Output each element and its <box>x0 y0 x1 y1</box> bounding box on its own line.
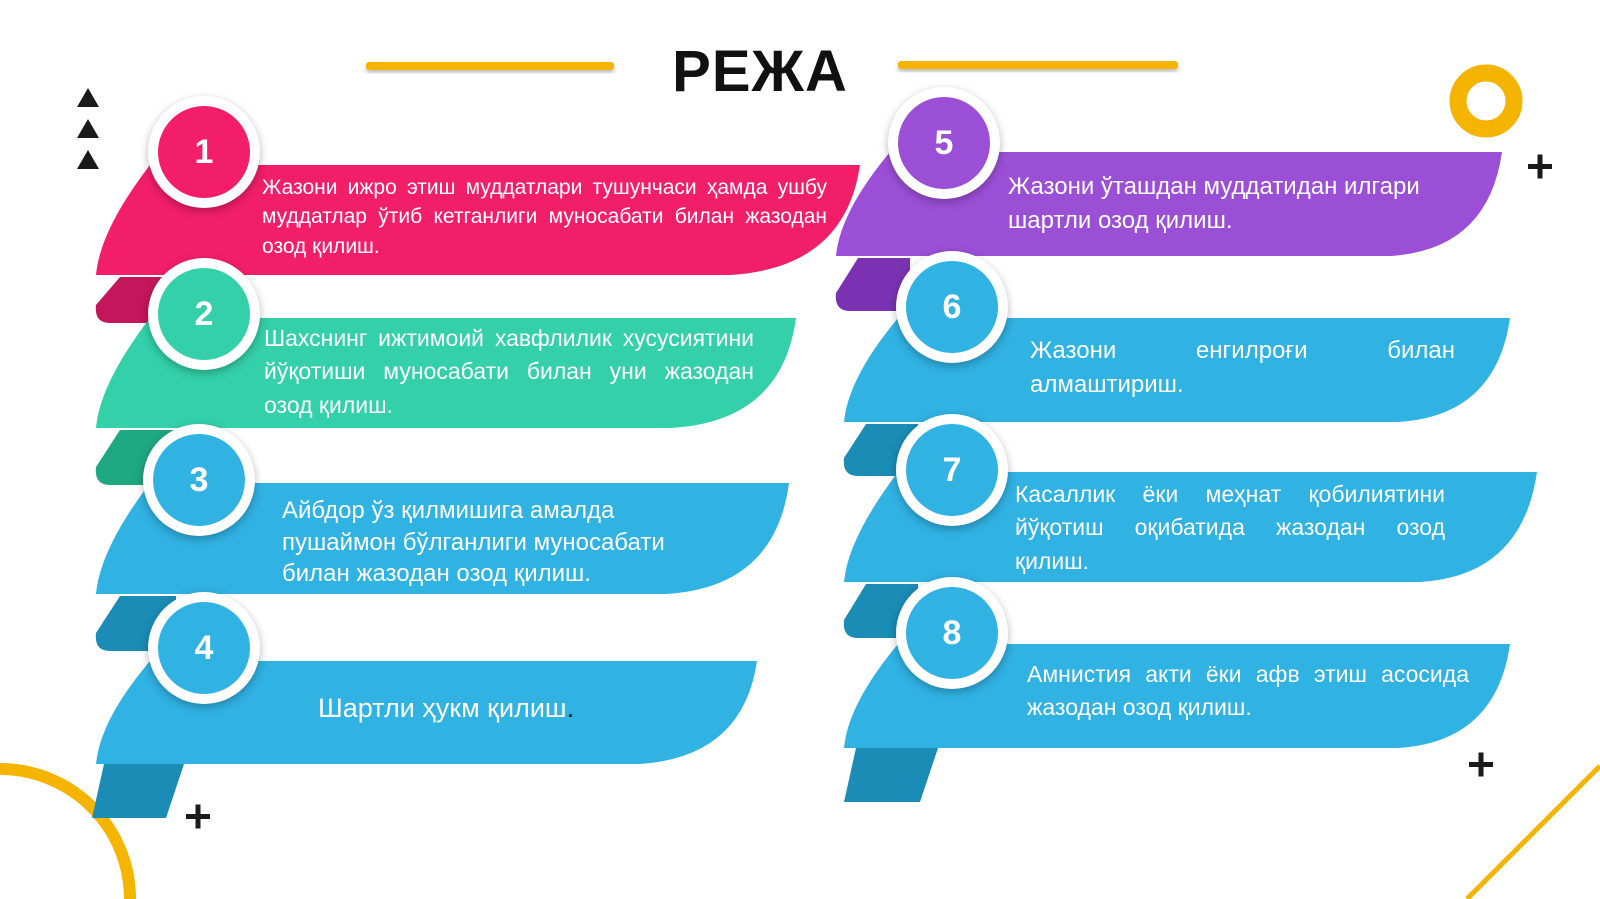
item-5-text: Жазони ўташдан муддатидан илгари шартли озод қилиш. <box>1008 173 1420 234</box>
number-4: 4 <box>194 628 214 667</box>
number-7: 7 <box>942 450 962 489</box>
number-1: 1 <box>194 132 214 171</box>
page-title: РЕЖА <box>672 39 848 104</box>
number-badge-1 <box>148 96 260 208</box>
item-3-text: Айбдор ўз қилмишига амалда пушаймон бўлганлиги муносабати билан жазодан озод қилиш. <box>282 497 665 588</box>
number-3: 3 <box>189 460 209 499</box>
number-badge-6 <box>896 251 1008 363</box>
number-badge-5 <box>888 87 1000 199</box>
number-badge-8 <box>896 577 1008 689</box>
item-8-text: Амнистия акти ёки афв этиш асосида жазодан озод қилиш. <box>1027 661 1469 721</box>
item-6-text: Жазони енгилроғи билан алмаштириш. <box>1030 337 1455 399</box>
item-4-text: Шартли ҳукм қилиш. <box>318 693 575 723</box>
number-badge-7 <box>896 414 1008 526</box>
number-8: 8 <box>942 613 962 652</box>
item-1-text: Жазони ижро этиш муддатлари тушунчаси ҳамда ушбу муддатлар ўтиб кетганлиги муносабати билан жазодан озод қилиш. <box>262 176 827 258</box>
item-2-text: Шахснинг ижтимоий хавфлилик хусусиятини йўқотиши муносабати билан уни жазодан озод қилиш. <box>264 325 754 418</box>
number-5: 5 <box>934 123 954 162</box>
number-badge-3 <box>143 424 255 536</box>
number-badge-4 <box>148 592 260 704</box>
number-badge-2 <box>148 258 260 370</box>
number-6: 6 <box>942 287 962 326</box>
number-2: 2 <box>194 294 214 333</box>
item-7-text: Касаллик ёки меҳнат қобилиятини йўқотиш оқибатида жазодан озод қилиш. <box>1015 481 1445 574</box>
